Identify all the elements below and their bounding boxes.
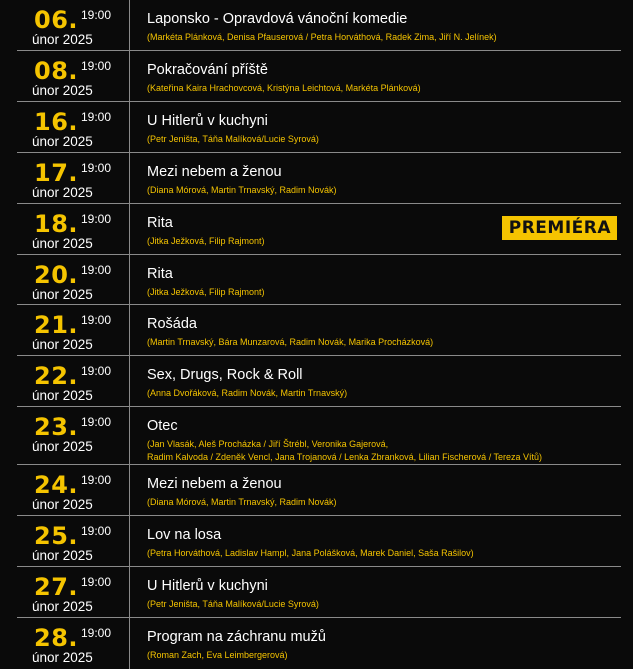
event-date [17, 153, 130, 203]
event-title[interactable]: Mezi nebem a ženou [147, 476, 282, 493]
event-date [17, 618, 130, 669]
event-date [17, 407, 130, 464]
event-info [147, 10, 613, 44]
event-month: únor 2025 [32, 32, 93, 47]
event-row[interactable] [17, 356, 621, 407]
event-date [17, 516, 130, 566]
event-info [147, 366, 613, 400]
event-month: únor 2025 [32, 337, 93, 353]
event-cast: (Jitka Ježková, Filip Rajmont) [147, 286, 265, 297]
event-cast: (Diana Mórová, Martin Trnavský, Radim Novák) [147, 497, 337, 508]
event-row[interactable] [17, 516, 621, 567]
event-info [147, 526, 613, 560]
event-time: 19:00 [81, 364, 112, 379]
event-time: 19:00 [81, 262, 112, 277]
event-title[interactable]: U Hitlerů v kuchyni [147, 112, 268, 129]
event-date [17, 0, 130, 50]
event-title[interactable]: U Hitlerů v kuchyni [147, 578, 268, 595]
event-month: únor 2025 [32, 235, 93, 251]
event-title[interactable]: Mezi nebem a ženou [147, 163, 282, 180]
event-time: 19:00 [81, 625, 112, 640]
event-date [17, 102, 130, 152]
event-info [147, 265, 613, 299]
event-title[interactable]: Pokračování příště [147, 62, 268, 78]
event-row[interactable] [17, 305, 621, 356]
event-row[interactable] [17, 51, 621, 102]
premiere-badge: PREMIÉRA [502, 216, 617, 240]
event-cast: (Roman Zach, Eva Leimbergerová) [147, 649, 288, 660]
event-month: únor 2025 [32, 439, 93, 455]
event-title[interactable]: Rita [147, 214, 173, 231]
event-cast: (Jitka Ježková, Filip Rajmont) [147, 235, 265, 246]
event-info [147, 315, 613, 349]
event-month: únor 2025 [32, 388, 93, 404]
event-row[interactable] [17, 255, 621, 306]
event-cast: Radim Kalvoda / Zdeněk Vencl, Jana Trojanová / Lenka Zbranková, Lilian Fischerová / Tereza Vítů) [147, 452, 543, 463]
event-date [17, 51, 130, 101]
event-cast: (Jan Vlasák, Aleš Procházka / Jiří Štrébl, Veronika Gajerová, [147, 439, 389, 450]
event-title[interactable]: Rošáda [147, 316, 197, 333]
event-title[interactable]: Sex, Drugs, Rock & Roll [147, 367, 303, 384]
event-date [17, 204, 130, 254]
event-info [147, 577, 613, 611]
event-row[interactable] [17, 567, 621, 618]
event-time: 19:00 [81, 59, 112, 73]
event-day: 20. [34, 260, 79, 289]
event-info [147, 628, 613, 662]
event-day: 18. [34, 209, 79, 238]
event-month: únor 2025 [32, 83, 93, 98]
event-day: 22. [34, 362, 79, 391]
event-date [17, 356, 130, 406]
event-date [17, 305, 130, 355]
event-date [17, 567, 130, 617]
event-month: únor 2025 [32, 649, 93, 665]
event-info [147, 475, 613, 509]
event-info [147, 112, 613, 146]
event-row[interactable] [17, 618, 621, 669]
event-date [17, 255, 130, 305]
event-title[interactable]: Otec [147, 418, 178, 435]
event-day: 25. [34, 522, 79, 551]
event-time: 19:00 [81, 415, 112, 430]
event-time: 19:00 [81, 8, 112, 22]
event-time: 19:00 [81, 473, 112, 488]
event-row[interactable] [17, 407, 621, 465]
event-info [147, 61, 613, 95]
event-time: 19:00 [81, 575, 112, 590]
event-title[interactable]: Lov na losa [147, 527, 222, 544]
event-row[interactable] [17, 153, 621, 204]
event-row[interactable] [17, 465, 621, 516]
event-title[interactable]: Rita [147, 265, 173, 282]
event-day: 24. [34, 471, 79, 500]
event-cast: (Petr Jeništa, Táňa Malíková/Lucie Syrová) [147, 599, 319, 610]
event-day: 28. [34, 623, 79, 652]
event-time: 19:00 [81, 313, 112, 328]
event-cast: (Kateřina Kaira Hrachovcová, Kristýna Leichtová, Markéta Plánková) [147, 83, 421, 93]
event-schedule [17, 0, 621, 669]
event-cast: (Martin Trnavský, Bára Munzarová, Radim Novák, Marika Procházková) [147, 337, 434, 348]
event-date [17, 465, 130, 515]
event-day: 23. [34, 413, 79, 442]
event-month: únor 2025 [32, 286, 93, 302]
event-time: 19:00 [81, 109, 112, 124]
event-month: únor 2025 [32, 548, 93, 564]
event-time: 19:00 [81, 524, 112, 539]
event-month: únor 2025 [32, 184, 93, 200]
event-cast: (Petra Horváthová, Ladislav Hampl, Jana Polášková, Marek Daniel, Saša Rašilov) [147, 548, 474, 559]
event-month: únor 2025 [32, 133, 93, 149]
event-day: 17. [34, 158, 79, 187]
event-time: 19:00 [81, 160, 112, 175]
event-cast: (Petr Jeništa, Táňa Malíková/Lucie Syrová) [147, 133, 319, 144]
event-title[interactable]: Program na záchranu mužů [147, 628, 326, 645]
event-cast: (Anna Dvořáková, Radim Novák, Martin Trnavský) [147, 388, 348, 399]
event-day: 16. [34, 107, 79, 136]
event-day: 08. [34, 57, 79, 85]
event-row[interactable] [17, 204, 621, 255]
event-cast: (Diana Mórová, Martin Trnavský, Radim Novák) [147, 184, 337, 195]
event-row[interactable] [17, 0, 621, 51]
event-day: 27. [34, 573, 79, 602]
event-info [147, 417, 613, 464]
event-month: únor 2025 [32, 599, 93, 615]
event-day: 21. [34, 311, 79, 340]
event-month: únor 2025 [32, 497, 93, 513]
event-title[interactable]: Laponsko - Opravdová vánoční komedie [147, 11, 408, 27]
event-row[interactable] [17, 102, 621, 153]
event-info [147, 163, 613, 197]
event-cast: (Markéta Plánková, Denisa Pfauserová / Petra Horváthová, Radek Zima, Jiří N. Jelínek) [147, 32, 497, 42]
event-time: 19:00 [81, 211, 112, 226]
event-day: 06. [34, 6, 79, 34]
